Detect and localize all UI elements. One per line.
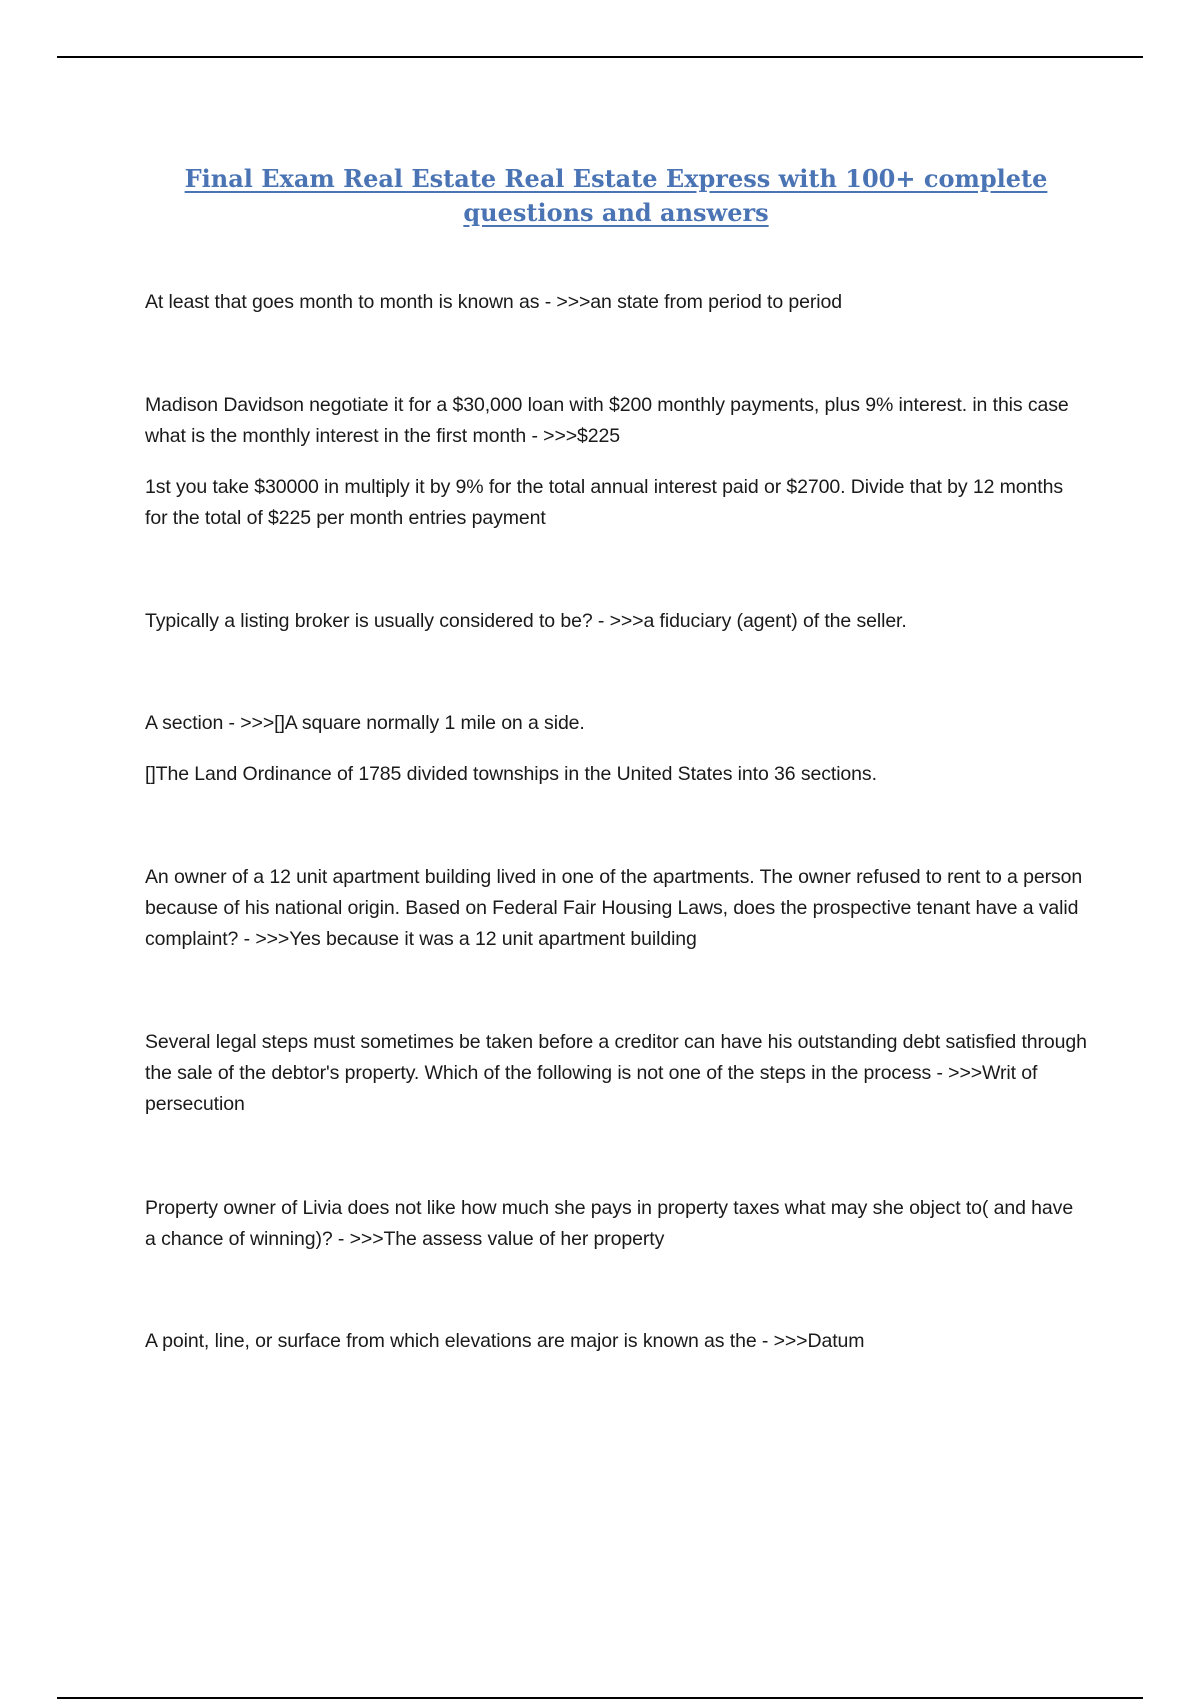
- footer-rule: [57, 1697, 1143, 1699]
- qa-entry-1: At least that goes month to month is known as - >>>an state from period to period: [145, 291, 843, 313]
- qa-entry-5: An owner of a 12 unit apartment building lived in one of the apartments. The owner refused to rent to a person because of his national origin. Based on Federal Fair Housing Laws, does the prospective tenant have a valid complaint? - >>>Yes because it was a 12 unit apartment building: [145, 866, 1083, 950]
- qa-entry-3: Typically a listing broker is usually considered to be? - >>>a fiduciary (agent) of the seller.: [145, 610, 907, 632]
- qa-entry-6: Several legal steps must sometimes be taken before a creditor can have his outstanding debt satisfied through the sale of the debtor's property. Which of the following is not one of the steps in the process - >>>Writ of persecution: [145, 1031, 1087, 1115]
- qa-entry-8: A point, line, or surface from which elevations are major is known as the - >>>Datum: [145, 1330, 865, 1352]
- qa-entry-4: A section - >>>[]A square normally 1 mile on a side.: [145, 712, 585, 734]
- qa-entry-2: Madison Davidson negotiate it for a $30,000 loan with $200 monthly payments, plus 9% interest. in this case what is the monthly interest in the first month - >>>$225: [145, 394, 1069, 447]
- qa-entry-4-continued: []The Land Ordinance of 1785 divided townships in the United States into 36 sections.: [145, 763, 877, 785]
- qa-explanation-2: 1st you take $30000 in multiply it by 9% for the total annual interest paid or $2700. Divide that by 12 months for the total of $225 per month entries payment: [145, 476, 1063, 529]
- document-title: Final Exam Real Estate Real Estate Express with 100+ complete questions and answers: [184, 164, 1048, 227]
- header-rule: [57, 56, 1143, 58]
- qa-entry-7: Property owner of Livia does not like how much she pays in property taxes what may she object to( and have a chance of winning)? - >>>The assess value of her property: [145, 1197, 1074, 1250]
